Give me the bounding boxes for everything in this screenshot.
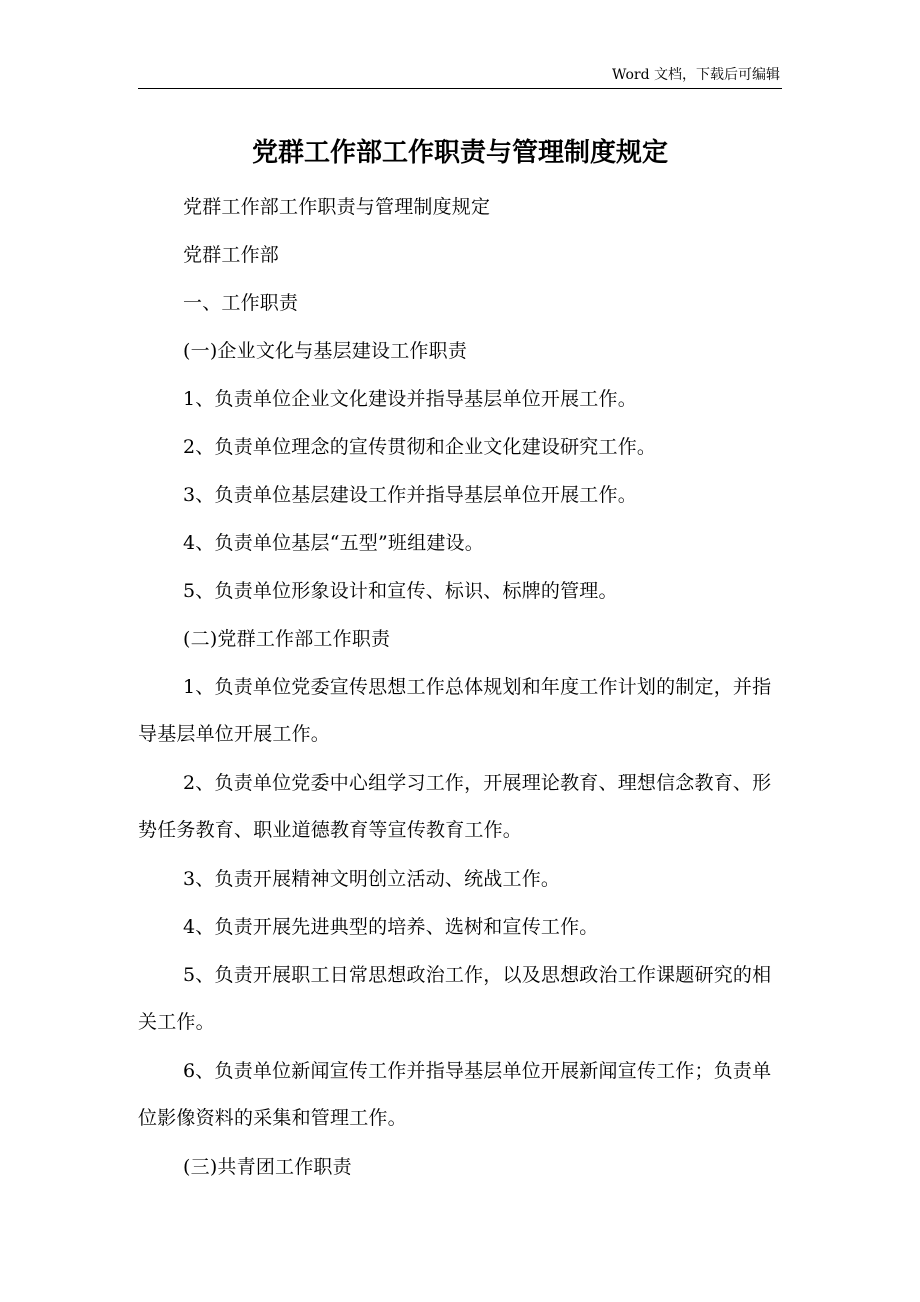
- header-divider: [138, 88, 782, 89]
- paragraph: 4、负责单位基层“五型”班组建设。: [183, 532, 484, 554]
- paragraph: 2、负责单位党委中心组学习工作，开展理论教育、理想信念教育、形势任务教育、职业道德教育等宣传教育工作。: [138, 772, 772, 841]
- paragraph: 党群工作部工作职责与管理制度规定: [183, 196, 491, 218]
- paragraph: 一、工作职责: [183, 292, 299, 314]
- paragraph: 1、负责单位企业文化建设并指导基层单位开展工作。: [183, 388, 637, 410]
- paragraph: (一)企业文化与基层建设工作职责: [183, 340, 468, 362]
- paragraph: 2、负责单位理念的宣传贯彻和企业文化建设研究工作。: [183, 436, 657, 458]
- document-title: 党群工作部工作职责与管理制度规定: [251, 138, 668, 168]
- paragraph: (三)共青团工作职责: [183, 1156, 352, 1178]
- paragraph: 4、负责开展先进典型的培养、选树和宣传工作。: [183, 916, 599, 938]
- paragraph: 党群工作部: [183, 244, 280, 266]
- paragraph: 3、负责单位基层建设工作并指导基层单位开展工作。: [183, 484, 637, 506]
- paragraph: (二)党群工作部工作职责: [183, 628, 391, 650]
- paragraph: 6、负责单位新闻宣传工作并指导基层单位开展新闻宣传工作；负责单位影像资料的采集和管理工作。: [138, 1060, 772, 1129]
- page-header-label: Word 文档，下载后可编辑: [612, 67, 780, 83]
- paragraph: 3、负责开展精神文明创立活动、统战工作。: [183, 868, 561, 890]
- paragraph: 1、负责单位党委宣传思想工作总体规划和年度工作计划的制定，并指导基层单位开展工作。: [138, 676, 772, 745]
- paragraph: 5、负责单位形象设计和宣传、标识、标牌的管理。: [183, 580, 618, 602]
- paragraph: 5、负责开展职工日常思想政治工作，以及思想政治工作课题研究的相关工作。: [138, 964, 772, 1033]
